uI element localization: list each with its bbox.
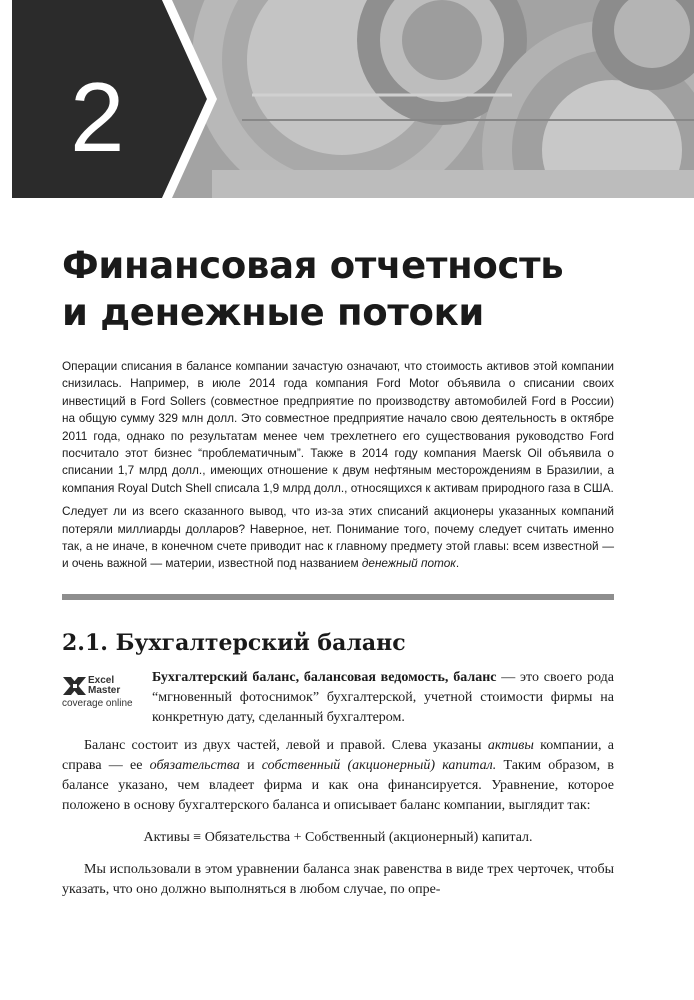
body-paragraph-2: Мы использовали в этом уравнении баланса знак равенства в виде трех черточек, чтобы указать, что оно должно выполняться в любом случае, по опре-: [62, 862, 614, 897]
intro-p2-end: .: [455, 556, 460, 571]
body-p1-d: Таким образом, в балансе указано, чем владеет фирма и как она финансируется. Уравнение, которое положено в основу бухгалтерского баланса и описывает баланс компании, выглядит так:: [62, 758, 614, 813]
chapter-banner: [12, 0, 694, 198]
chapter-intro: [62, 358, 614, 579]
chapter-title: [62, 242, 662, 336]
intro-paragraph-2: [62, 503, 614, 573]
excel-master-badge: [62, 674, 142, 710]
badge-text-coverage: coverage online: [62, 698, 133, 709]
chapter-number: 2: [70, 62, 125, 172]
section-title: 2.1. Бухгалтерский баланс: [62, 630, 406, 656]
term-assets: активы: [487, 738, 534, 753]
excel-x-icon: [62, 676, 88, 696]
term-liabilities: обязательства: [149, 758, 240, 773]
body-p1-c: и: [239, 758, 262, 773]
definition-text: — это своего рода “мгновенный фотоснимок” бухгалтерской, учетной стоимости фирмы на конкретную дату, сделанный бухгалтером.: [152, 670, 614, 725]
body-text: [62, 736, 614, 900]
badge-text-master: Master: [88, 685, 121, 696]
intro-term-cash-flow: денежный поток: [361, 556, 456, 571]
intro-paragraph-1: Операции списания в балансе компании зачастую означают, что стоимость активов этой компании снизилась. Например, в июле 2014 года компания Ford Motor объявила о списании своих инвестиций в Ford Sollers (совместное предприятие по производству автомобилей Ford в России) на общую сумму 329 млн долл. Это совместное предприятие начало свою деятельность в октябре 2011 года, однако по результатам менее чем трехлетнего его существования руководство Ford посчитало этот бизнес “проблематичным”. Также в 2014 году компания Maersk Oil объявила о списании 1,7 млрд долл., имеющих отношение к двум нефтяным месторождениям в Бразилии, а компания Royal Dutch Shell списала 1,9 млрд долл., относящихся к активам природного газа в США.: [62, 359, 614, 495]
definition-block: [152, 668, 614, 728]
body-p1-b: компании, а справа — ее: [62, 738, 614, 773]
chapter-title-line1: Финансовая отчетность: [62, 244, 564, 287]
body-paragraph-1: [62, 736, 614, 816]
section-divider: [62, 594, 614, 600]
chapter-title-line2: и денежные потоки: [62, 291, 485, 334]
intro-p2-lead: Следует ли из всего сказанного вывод, что из-за этих списаний акционеры указанных компаний потеряли миллиарды долларов? Наверное, нет. Понимание того, почему следует считать именно так, а не иначе, в конечном счете приводит нас к главному предмету этой главы: всем известной — и очень важной — материи, известной под названием: [62, 504, 614, 571]
definition-term: Бухгалтерский баланс, балансовая ведомость, баланс: [152, 670, 497, 685]
balance-equation: Активы ≡ Обязательства + Собственный (акционерный) капитал.: [143, 830, 533, 845]
body-p1-a: Баланс состоит из двух частей, левой и правой. Слева указаны: [84, 738, 488, 753]
term-equity: собственный (акционерный) капитал.: [261, 758, 497, 773]
badge-text-excel: Excel: [88, 675, 115, 686]
